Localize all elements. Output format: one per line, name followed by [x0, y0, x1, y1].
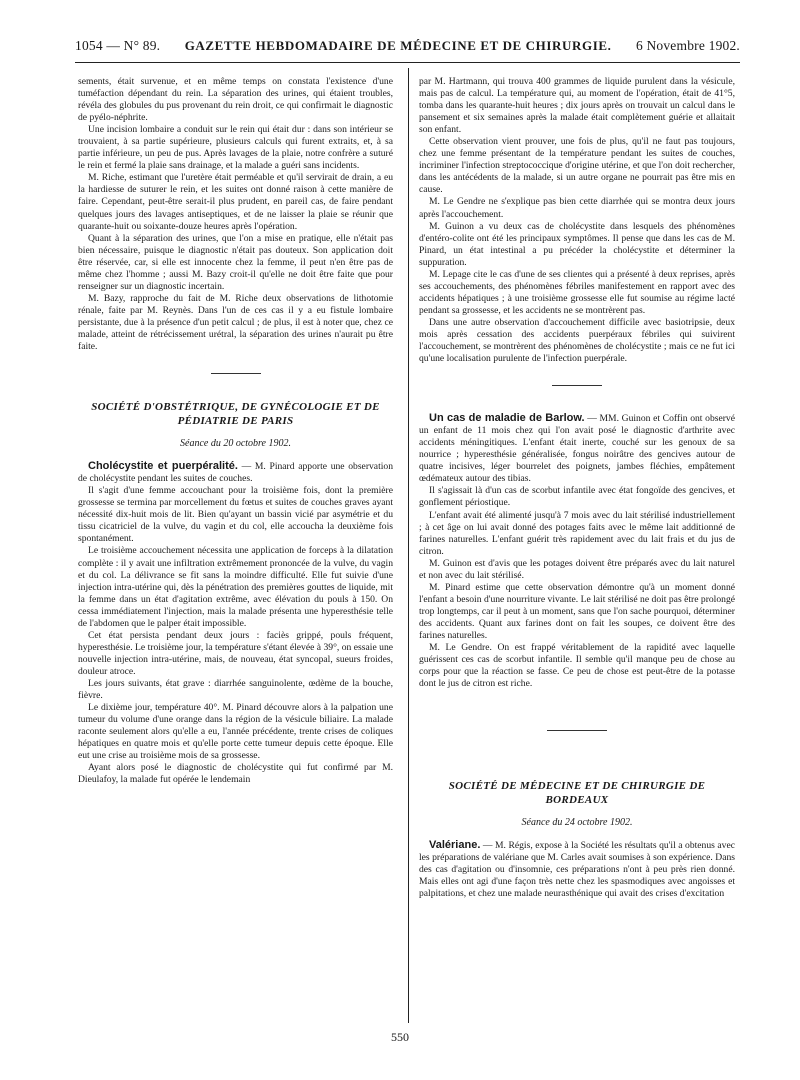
session-date: Séance du 20 octobre 1902.	[180, 438, 291, 450]
paragraph: M. Riche, estimant que l'uretère était perméable et qu'il servirait de drain, a eu la hardiesse de suturer le rein, et les suites ont donné raison à cette manière de faire. Cependant, peut-être serait-il plus prudent, en pareil cas, de faire pendant quelques jours des lavages antiseptiques, et de ne laisser la plaie se réunir que quarante-huit ou soixante-douze heures après l'opération.	[78, 172, 393, 232]
column-divider	[408, 68, 409, 1023]
paragraph: M. Pinard estime que cette observation démontre qu'à un moment donné l'enfant a besoin d'une nourriture vivante. Le lait stérilisé ne doit pas être prolongé trop longtemps, car il peut à un moment, sans que l'on sache pourquoi, déterminer des accidents. Quant aux farines dont on fait les soupes, ce doivent être des farines naturelles.	[419, 581, 735, 641]
article-title: Cholécystite et puerpéralité.	[88, 460, 238, 473]
page-header	[75, 38, 740, 60]
paragraph: Cet état persista pendant deux jours : faciès grippé, pouls fréquent, hyperesthésie. Le troisième jour, la température s'étant élevée à 39°, on essaie une nouvelle injection intra-utérine, mais, de nouveau, état syncopal, sueurs froides, douleur atroce.	[78, 629, 393, 677]
section-heading: SOCIÉTÉ D'OBSTÉTRIQUE, DE GYNÉCOLOGIE ET DE PÉDIATRIE DE PARIS	[91, 401, 380, 428]
article-title: Un cas de maladie de Barlow.	[429, 412, 585, 425]
paragraph: Dans une autre observation d'accouchement difficile avec basiotripsie, deux mois après cessation des accidents puerpéraux fébriles qui suivirent l'accouchement, se montrèrent des phénomènes de cholécystite ; mais ce ne fut ici qu'une localisation purulente de l'infection puerpérale.	[419, 316, 735, 365]
paragraph: Les jours suivants, état grave : diarrhée sanguinolente, œdème de la bouche, fièvre.	[78, 677, 393, 702]
paragraph: M. Le Gendre. On est frappé véritablement de la rapidité avec laquelle guérissent ces cas de scorbut infantile. Il semble qu'il manque peu de chose au corps pour que la réaction se fasse. Ce peu de chose est peut-être de la potasse dont le jus de citron est riche.	[419, 642, 735, 690]
paragraph: M. Bazy, rapproche du fait de M. Riche deux observations de lithotomie rénale, faite par M. Reynès. Dans l'un de ces cas il y a eu fistule lombaire persistante, due à la présence d'un petit calcul ; de plus, il est à noter que, chez ce malade, atteint de rétrécissement urétral, la séparation des urines n'aurait pu être faite.	[78, 292, 393, 353]
paragraph: M. Guinon a vu deux cas de cholécystite dans lesquels des phénomènes d'entéro-colite ont été les principaux symptômes. Il pense que dans les cas de M. Pinard, un état intestinal a pu précéder la cholécystite et déterminer la suppuration.	[419, 220, 735, 268]
paragraph: L'enfant avait été alimenté jusqu'à 7 mois avec du lait stérilisé industriellement ; à cet âge on lui avait donné des potages faits avec le même lait additionné de farines naturelles. L'enfant guérit très rapidement avec du lait frais et du jus de citron.	[419, 509, 735, 557]
paragraph: par M. Hartmann, qui trouva 400 grammes de liquide purulent dans la vésicule, mais pas de calcul. La température qui, au moment de l'opération, était de 41°5, tomba dans les quarante-huit heures ; dix jours après on trouvait un calcul dans le pansement et six semaines après la malade était complètement guérie et allaitait son enfant.	[419, 76, 735, 136]
section-heading: SOCIÉTÉ DE MÉDECINE ET DE CHIRURGIE DE BORDEAUX	[448, 780, 706, 807]
left-column	[78, 76, 393, 786]
paragraph: M. Le Gendre ne s'explique pas bien cette diarrhée qui se montra deux jours après l'accouchement.	[419, 196, 735, 220]
paragraph: Cette observation vient prouver, une fois de plus, qu'il ne faut pas toujours, chez une femme présentant de la température pendant les suites de couches, incriminer l'infection streptococcique d'origine utérine, et que l'on doit rechercher, dans les antécédents de la malade, si un autre organe ne pourrait pas être mis en cause.	[419, 136, 735, 196]
session-date: Séance du 24 octobre 1902.	[521, 817, 633, 829]
lead-paragraph	[419, 839, 735, 900]
lead-text: — MM. Guinon et Coffin ont observé un enfant de 11 mois chez qui l'on avait posé le diagnostic d'arthrite avec accidents méningitiques. L'enfant était inerte, couché sur les genoux de sa nourrice ; hyperesthésie généralisée, fongus noirâtre des gencives autour de quatre incisives, léger bourrelet des poignets, jambes fléchies, empâtement œdémateux autour des tibias.	[419, 413, 735, 485]
paragraph: Le troisième accouchement nécessita une application de forceps à la dilatation complète : il y avait une infiltration extrêmement prononcée de la vulve, du vagin et du col. La délivrance se fit sans la moindre difficulté. Elle fut suivie d'une injection intra-utérine qui, dès la pénétration des premières gouttes de liquide, mit la femme dans un état d'agitation extrême, avec élévation du pouls à 150. On cessa immédiatement l'injection, mais la malade présenta une hyperesthésie telle de l'abdomen que le palper était impossible.	[78, 545, 393, 629]
journal-title: GAZETTE HEBDOMADAIRE DE MÉDECINE ET DE CHIRURGIE.	[184, 38, 612, 53]
paragraph: M. Lepage cite le cas d'une de ses clientes qui a présenté à deux reprises, après ses accouchements, des phénomènes fébriles manifestement en rapport avec des accidents hépatiques ; à une troisième grossesse elle fut soumise au régime lacté pendant sa grossesse, et les accidents ne se montrèrent pas.	[419, 268, 735, 316]
issue-number: 1054 — N° 89.	[75, 38, 161, 53]
section-separator	[211, 373, 261, 374]
section-separator	[547, 730, 607, 731]
paragraph: Il s'agit d'une femme accouchant pour la troisième fois, dont la première grossesse se termina par morcellement du fœtus et suites de couches graves ayant nécessité dix-huit mois de lit. Bien qu'ayant un bassin vicié par asymétrie et du tissu cicatriciel de la vulve, du vagin et du col, elle accoucha la deuxième fois spontanément.	[78, 485, 393, 545]
article-title: Valériane.	[429, 839, 481, 852]
paragraph: Le dixième jour, température 40°. M. Pinard découvre alors à la palpation une tumeur du volume d'une orange dans la région de la vésicule biliaire. La malade raconte seulement alors qu'elle a eu, l'année précédente, trente crises de coliques hépatiques en quatre mois et qu'elle porte cette tumeur depuis cette époque. Elle eut une crise au troisième mois de sa grossesse.	[78, 702, 393, 762]
header-rule	[75, 62, 740, 63]
paragraph: Quant à la séparation des urines, que l'on a mise en pratique, elle n'était pas bien nécessaire, puisque le diagnostic n'était pas douteux. Son application doit être réservée, car, si elle est innocente chez la femme, il peut n'en être pas de même chez l'homme ; aussi M. Bazy croit-il qu'elle ne doit être faite que pour renseigner sur un diagnostic incertain.	[78, 232, 393, 292]
paragraph: Il s'agissait là d'un cas de scorbut infantile avec état fongoïde des gencives, et gonflement périostique.	[419, 485, 735, 509]
paragraph: Une incision lombaire a conduit sur le rein qui était dur : dans son intérieur se trouvaient, à sa partie supérieure, plusieurs calculs qui furent extraits, et, à sa partie inférieure, un peu de pus. Après lavages de la plaie, notre confrère a suturé le rein et fermé la plaie sans drainage, et la malade a guéri sans incidents.	[78, 124, 393, 172]
section-separator	[552, 385, 602, 386]
paragraph: sements, était survenue, et en même temps on constata l'existence d'une tuméfaction dépendant du rein. La séparation des urines, qui étaient troubles, révéla des globules du pus provenant du rein droit, ce qui confirmait le diagnostic de pyélo-néphrite.	[78, 76, 393, 124]
lead-paragraph	[419, 412, 735, 485]
paragraph: M. Guinon est d'avis que les potages doivent être préparés avec du lait naturel et non avec du lait stérilisé.	[419, 557, 735, 581]
lead-paragraph	[78, 460, 393, 485]
issue-date: 6 Novembre 1902.	[635, 38, 740, 53]
lead-text: — M. Pinard apporte une observation de cholécystite pendant les suites de couches.	[78, 461, 393, 485]
paragraph: Ayant alors posé le diagnostic de cholécystite qui fut confirmé par M. Dieulafoy, la malade fut opérée le lendemain	[78, 762, 393, 786]
page-number: 550	[391, 1030, 409, 1044]
right-column	[419, 76, 735, 900]
lead-text: — M. Régis, expose à la Société les résultats qu'il a obtenus avec les préparations de valériane que M. Carles avait soumises à son expérience. Dans des cas d'agitation ou d'insomnie, ces préparations n'ont à peu près rien donné. Mais elles ont agi d'une façon très nette chez les spasmodiques avec angoisses et palpitations, et chez une malade neurasthénique qui avait des crises d'excitation	[419, 840, 735, 900]
